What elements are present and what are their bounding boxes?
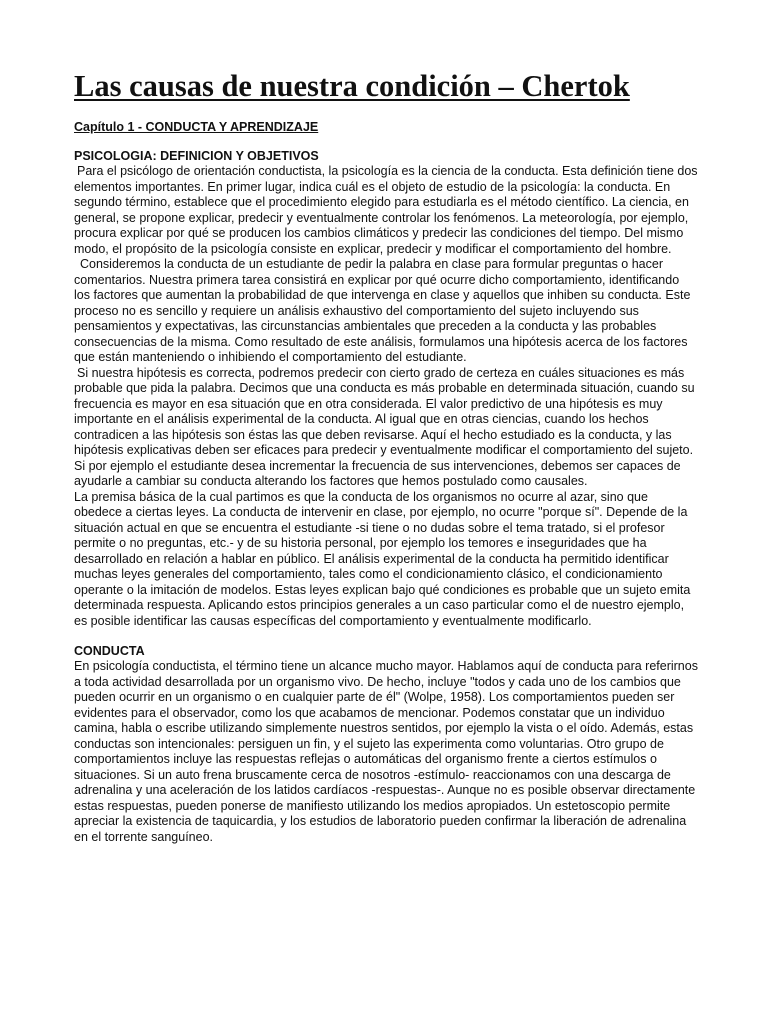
paragraph: La premisa básica de la cual partimos es que la conducta de los organismos no ocurre al azar, sino que obedece a ciertas leyes. La conducta de intervenir en clase, por ejemplo, no ocurre "porque sí". Depende de la situación actual en que se encuentra el estudiante -si tiene o no dudas sobre el tema tratado, si el profesor permite o no preguntas, etc.- y de su historia personal, por ejemplo los temores e inseguridades que ha desarrollado en relación a hablar en público. El análisis experimental de la conducta ha permitido identificar muchas leyes generales del comportamiento, tales como el condicionamiento clásico, el condicionamiento operante o la imitación de modelos. Estas leyes explican bajo qué condiciones es probable que un sujeto emita determinada respuesta. Aplicando estos principios generales a un caso particular como el de nuestro ejemplo, es posible identificar las causas específicas del comportamiento y eventualmente modificarlo. (74, 489, 691, 628)
paragraph: Consideremos la conducta de un estudiante de pedir la palabra en clase para formular preguntas o hacer comentarios. Nuestra primera tarea consistirá en explicar por qué ocurre dicho comportamiento, identificando los factores que aumentan la probabilidad de que intervenga en clase y aquellos que inhiben su conducta. Este proceso no es sencillo y requiere un análisis exhaustivo del comportamiento del sujeto incluyendo sus pensamientos y expectativas, las circunstancias ambientales que preceden a la conducta y las probables consecuencias de la misma. Como resultado de este análisis, formulamos una hipótesis acerca de los factores que están manteniendo o inhibiendo el comportamiento del estudiante. (74, 257, 691, 364)
paragraph: Para el psicólogo de orientación conductista, la psicología es la ciencia de la conducta. Esta definición tiene dos elementos importantes. En primer lugar, indica cuál es el objeto de estudio de la psicología: la conducta. En segundo término, establece que el procedimiento elegido para estudiarla es el método científico. La ciencia, en general, se propone explicar, predecir y eventualmente controlar los fenómenos. La meteorología, por ejemplo, procura explicar por qué se producen los cambios climáticos y predecir las condiciones del tiempo. Del mismo modo, el propósito de la psicología consiste en explicar, predecir y modificar el comportamiento del hombre. (74, 164, 698, 256)
chapter-heading: Capítulo 1 - CONDUCTA Y APRENDIZAJE (74, 120, 319, 134)
section-heading: PSICOLOGIA: DEFINICION Y OBJETIVOS (74, 149, 319, 163)
section-conducta (74, 644, 698, 845)
document-title: Las causas de nuestra condición – Chertok (74, 69, 630, 103)
section-psicologia (74, 149, 698, 629)
section-heading: CONDUCTA (74, 644, 145, 658)
paragraph: En psicología conductista, el término tiene un alcance mucho mayor. Hablamos aquí de conducta para referirnos a toda actividad desarrollada por un organismo vivo. De hecho, incluye "todos y cada uno de los cambios que pueden ocurrir en un organismo o en cualquier parte de él" (Wolpe, 1958). Los comportamientos pueden ser evidentes para el observador, como los que acabamos de mencionar. Podemos constatar que un individuo camina, habla o escribe utilizando simplemente nuestros sentidos, por ejemplo la vista o el oído. Además, estas conductas son intencionales: persiguen un fin, y el sujeto las experimenta como voluntarias. Otro grupo de comportamientos incluye las respuestas reflejas o automáticas del organismo frente a ciertos estímulos o situaciones. Si un auto frena bruscamente cerca de nosotros -estímulo- reaccionamos con una descarga de adrenalina y una aceleración de los latidos cardíacos -respuestas-. Aunque no es posible observar directamente estas respuestas, pueden ponerse de manifiesto utilizando los medios apropiados. Un estetoscopio permite apreciar la existencia de taquicardia, y los estudios de laboratorio pueden confirmar la liberación de adrenalina en el torrente sanguíneo. (74, 659, 698, 844)
paragraph: Si nuestra hipótesis es correcta, podremos predecir con cierto grado de certeza en cuáles situaciones es más probable que pida la palabra. Decimos que una conducta es más probable en determinada situación, cuando su frecuencia es mayor en esa situación que en otra considerada. El valor predictivo de una hipótesis es muy importante en el análisis experimental de la conducta. Al igual que en otras ciencias, cuando los hechos contradicen a las hipótesis son éstas las que deben revisarse. Aquí el hecho estudiado es la conducta, y las hipótesis explicativas deben ser eficaces para predecir y eventualmente modificar el comportamiento del sujeto. Si por ejemplo el estudiante desea incrementar la frecuencia de sus intervenciones, debemos ser capaces de ayudarle a cambiar su conducta alterando los factores que hemos postulado como causales. (74, 365, 695, 488)
